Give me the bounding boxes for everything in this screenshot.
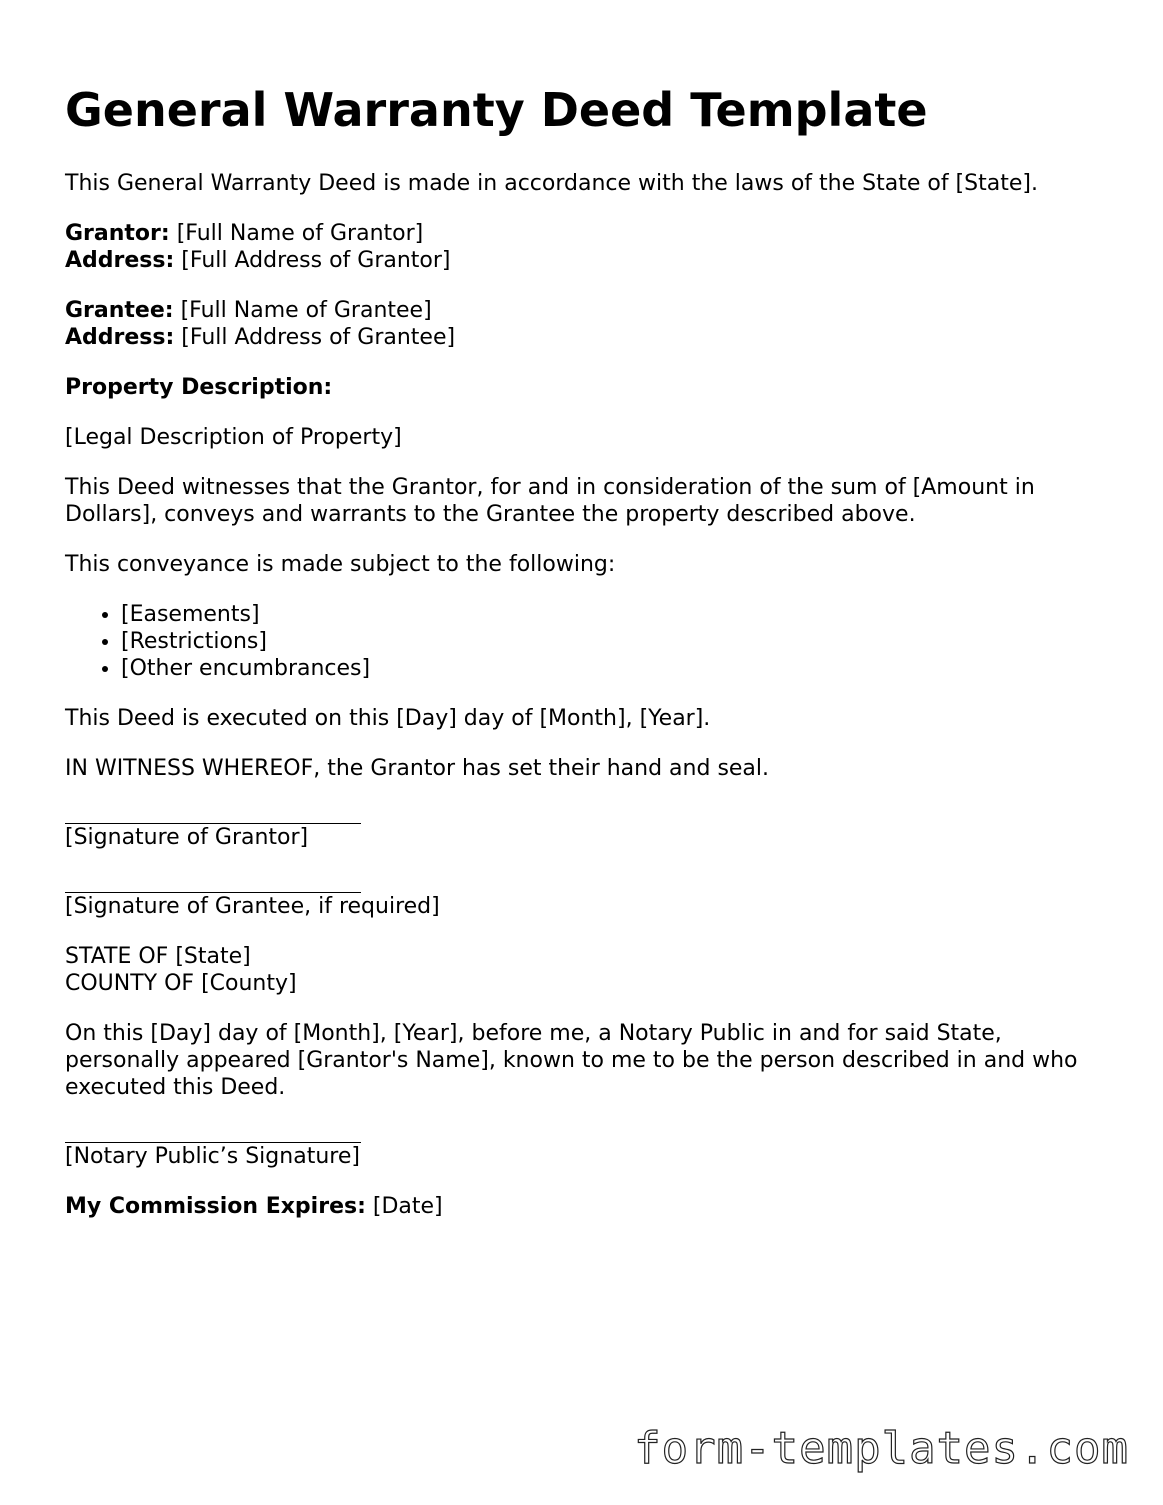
encumbrance-list — [65, 601, 1105, 682]
grantee-name-value: [Full Name of Grantee] — [180, 298, 432, 323]
grantee-block — [65, 297, 1105, 351]
grantee-name-label: Grantee: — [65, 298, 174, 323]
grantee-signature-line[interactable] — [65, 874, 361, 893]
grantee-signature-caption: [Signature of Grantee, if required] — [65, 894, 440, 919]
grantor-signature-caption: [Signature of Grantor] — [65, 825, 309, 850]
venue-state: STATE OF [State] — [65, 944, 251, 969]
executed-paragraph: This Deed is executed on this [Day] day of [Month], [Year]. — [65, 706, 711, 731]
commission-label: My Commission Expires: — [65, 1194, 366, 1219]
grantor-name-label: Grantor: — [65, 221, 170, 246]
grantor-address-value: [Full Address of Grantor] — [181, 248, 451, 273]
document-title: General Warranty Deed Template — [65, 83, 928, 137]
property-description: [Legal Description of Property] — [65, 425, 402, 450]
subject-to-intro: This conveyance is made subject to the following: — [65, 552, 616, 577]
document-page — [65, 82, 1105, 1243]
list-item: • [Easements] — [121, 601, 1105, 628]
in-witness-paragraph: IN WITNESS WHEREOF, the Grantor has set their hand and seal. — [65, 756, 770, 781]
commission-value: [Date] — [372, 1194, 443, 1219]
witness-paragraph: This Deed witnesses that the Grantor, for and in consideration of the sum of [Amount in Dollars], conveys and warrants to the Grantee the property described above. — [65, 475, 1035, 527]
site-watermark: form-templates.com — [634, 1423, 1129, 1474]
list-item: • [Restrictions] — [121, 628, 1105, 655]
venue-county: COUNTY OF [County] — [65, 971, 297, 996]
commission-expiry — [65, 1193, 1105, 1220]
notary-signature-caption: [Notary Public’s Signature] — [65, 1144, 360, 1169]
venue-block — [65, 943, 1105, 997]
grantor-signature-block — [65, 805, 1105, 851]
notary-signature-block — [65, 1124, 1105, 1170]
grantor-block — [65, 220, 1105, 274]
notary-signature-line[interactable] — [65, 1124, 361, 1143]
grantee-signature-block — [65, 874, 1105, 920]
list-item: • [Other encumbrances] — [121, 655, 1105, 682]
grantor-address-label: Address: — [65, 248, 175, 273]
grantor-name-value: [Full Name of Grantor] — [176, 221, 424, 246]
grantee-address-label: Address: — [65, 325, 175, 350]
grantor-signature-line[interactable] — [65, 805, 361, 824]
grantee-address-value: [Full Address of Grantee] — [181, 325, 456, 350]
intro-paragraph: This General Warranty Deed is made in accordance with the laws of the State of [State]. — [65, 171, 1038, 196]
notary-acknowledgment: On this [Day] day of [Month], [Year], before me, a Notary Public in and for said State, personally appeared [Grantor's Name], known to me to be the person described in and who executed this Deed. — [65, 1021, 1078, 1100]
property-heading: Property Description: — [65, 375, 333, 400]
